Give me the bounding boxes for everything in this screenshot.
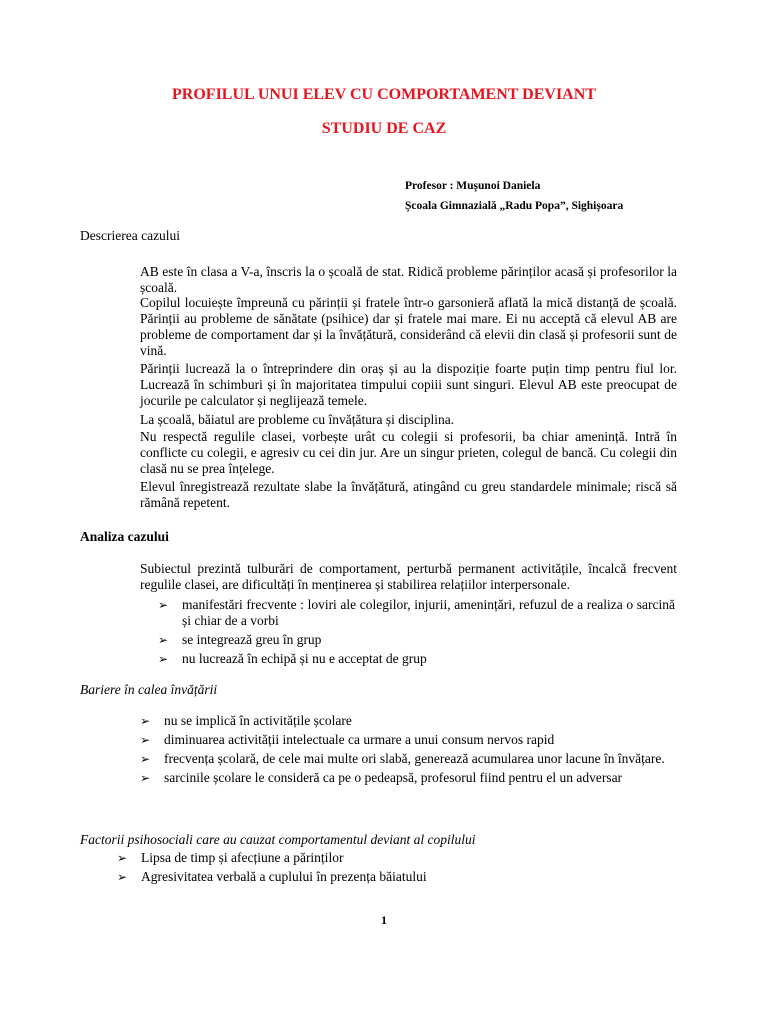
arrow-bullet-icon: ➢ xyxy=(140,771,151,785)
section-heading-barriers: Bariere în calea învățării xyxy=(80,682,218,697)
arrow-bullet-icon: ➢ xyxy=(140,733,151,747)
bullet-list-barriers xyxy=(140,713,677,789)
arrow-bullet-icon: ➢ xyxy=(140,752,151,766)
paragraph xyxy=(80,361,677,409)
author-name: Profesor : Mușunoi Daniela xyxy=(405,180,541,192)
paragraph xyxy=(80,429,677,477)
list-item: ➢ frecvența școlară, de cele mai multe ori slabă, generează acumularea unor lacune în învățare. xyxy=(140,751,665,766)
paragraph-text: Subiectul prezintă tulburări de comportament, perturbă permanent activitățile, încalcă frecvent regulile clasei, are dificultăți în menținerea și stabilirea relațiilor interpersonale. xyxy=(140,561,677,592)
list-item: ➢ nu lucrează în echipă și nu e acceptat de grup xyxy=(158,651,427,666)
page-number: 1 xyxy=(381,913,387,927)
section-heading-analysis: Analiza cazului xyxy=(80,529,169,544)
bullet-list-factors xyxy=(117,850,677,888)
paragraph-text: Nu respectă regulile clasei, vorbește urât cu colegii si profesorii, ba chiar amenință. Intră în conflicte cu colegii, e agresiv cu cei din jur. Are un singur prieten, colegul de bancă. Cu colegii din clasă nu se prea înțelege. xyxy=(140,429,677,476)
paragraph xyxy=(80,264,677,296)
author-school: Școala Gimnazială „Radu Popa”, Sighișoara xyxy=(405,200,624,212)
list-item: ➢ diminuarea activității intelectuale ca urmare a unui consum nervos rapid xyxy=(140,732,555,747)
paragraph xyxy=(80,412,677,428)
document-title: PROFILUL UNUI ELEV CU COMPORTAMENT DEVIANT xyxy=(172,86,596,103)
bullet-list-analysis xyxy=(158,597,675,670)
section-heading-factors: Factorii psihosociali care au cauzat comportamentul deviant al copilului xyxy=(80,832,476,847)
paragraph-text: Părinții lucrează la o întreprindere din oraș și au la dispoziție foarte puțin timp pentru fiul lor. Lucrează în schimburi și în majoritatea timpului copiii sunt singuri. Elevul AB este preocupat de jocurile pe calculator și neglijează temele. xyxy=(140,361,677,408)
paragraph-text: La școală, băiatul are probleme cu învățătura și disciplina. xyxy=(140,412,455,427)
arrow-bullet-icon: ➢ xyxy=(117,851,128,865)
list-item: ➢ Agresivitatea verbală a cuplului în prezența băiatului xyxy=(117,869,427,884)
arrow-bullet-icon: ➢ xyxy=(117,870,128,884)
paragraph xyxy=(80,479,677,511)
paragraph-text: AB este în clasa a V-a, înscris la o școală de stat. Ridică probleme părinților acasă și profesorilor la școală. xyxy=(140,264,677,295)
paragraph-text: Elevul înregistrează rezultate slabe la învățătură, atingând cu greu standardele minimale; riscă să rămână repetent. xyxy=(140,479,677,510)
arrow-bullet-icon: ➢ xyxy=(158,652,169,666)
paragraph-text: Copilul locuiește împreună cu părinții și fratele într-o garsonieră aflată la mică distanță de școală. Părinții au probleme de sănătate (psihice) dar și fratele mai mare. Ei nu acceptă că elevul AB are probleme de comportament dar și la învățătură, considerând că elevii din clasă și profesorii sunt de vină. xyxy=(140,295,677,358)
list-item: ➢ sarcinile școlare le consideră ca pe o pedeapsă, profesorul fiind pentru el un adversar xyxy=(140,770,623,785)
document-subtitle: STUDIU DE CAZ xyxy=(321,120,447,137)
paragraph xyxy=(80,561,677,593)
list-item: ➢ Lipsa de timp și afecțiune a părinților xyxy=(117,850,344,865)
arrow-bullet-icon: ➢ xyxy=(158,633,169,647)
list-item: ➢ nu se implică în activitățile școlare xyxy=(140,713,352,728)
arrow-bullet-icon: ➢ xyxy=(140,714,151,728)
list-item: ➢ se integrează greu în grup xyxy=(158,632,322,647)
paragraph xyxy=(80,295,677,359)
arrow-bullet-icon: ➢ xyxy=(158,598,169,612)
section-heading-description: Descrierea cazului xyxy=(80,228,181,243)
list-item: ➢ manifestări frecvente : loviri ale colegilor, injurii, amenințări, refuzul de a realiza o sarcină și chiar de a vorbi xyxy=(158,597,675,628)
